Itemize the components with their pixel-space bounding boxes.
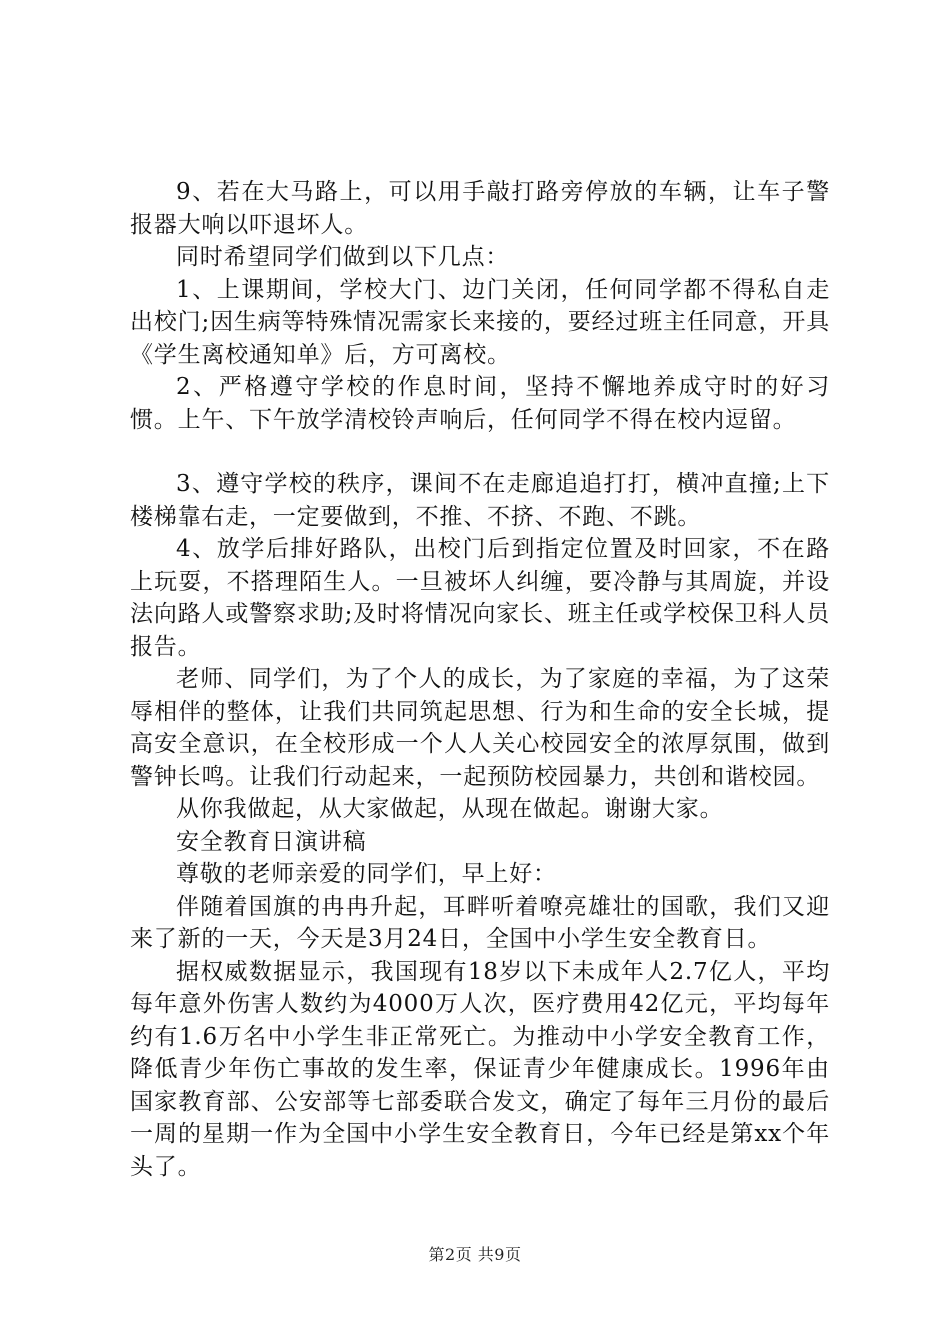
paragraph-spacer: [130, 436, 830, 468]
paragraph-point-1: 1、上课期间，学校大门、边门关闭，任何同学都不得私自走出校门;因生病等特殊情况需家长来接的，要经过班主任同意，开具《学生离校通知单》后，方可离校。: [130, 276, 830, 368]
speech-title: 安全教育日演讲稿: [176, 828, 367, 855]
page-number-footer: 第2页 共9页: [428, 1245, 522, 1264]
paragraph-opening: 伴随着国旗的冉冉升起，耳畔听着嘹亮雄壮的国歌，我们又迎来了新的一天，今天是3月24日，全国中小学生安全教育日。: [130, 893, 830, 952]
document-body: [130, 176, 830, 1183]
paragraph-point-4: 4、放学后排好路队，出校门后到指定位置及时回家，不在路上玩耍，不搭理陌生人。一旦被坏人纠缠，要冷静与其周旋，并设法向路人或警察求助;及时将情况向家长、班主任或学校保卫科人员报告。: [130, 536, 830, 660]
paragraph-point-3: 3、遵守学校的秩序，课间不在走廊追追打打，横冲直撞;上下楼梯靠右走，一定要做到，不推、不挤、不跑、不跳。: [130, 471, 830, 530]
paragraph-statistics: 据权威数据显示，我国现有18岁以下未成年人2.7亿人，平均每年意外伤害人数约为4000万人次，医疗费用42亿元，平均每年约有1.6万名中小学生非正常死亡。为推动中小学安全教育工作，降低青少年伤亡事故的发生率，保证青少年健康成长。1996年由国家教育部、公安部等七部委联合发文，确定了每年三月份的最后一周的星期一作为全国中小学生安全教育日，今年已经是第xx个年头了。: [130, 958, 830, 1180]
paragraph-appeal: 老师、同学们，为了个人的成长，为了家庭的幸福，为了这荣辱相伴的整体，让我们共同筑起思想、行为和生命的安全长城，提高安全意识，在全校形成一个人人关心校园安全的浓厚氛围，做到警钟长鸣。让我们行动起来，一起预防校园暴力，共创和谐校园。: [130, 666, 830, 790]
paragraph-point-2: 2、严格遵守学校的作息时间，坚持不懈地养成守时的好习惯。上午、下午放学清校铃声响后，任何同学不得在校内逗留。: [130, 374, 830, 433]
speech-greeting: 尊敬的老师亲爱的同学们，早上好：: [176, 861, 557, 887]
paragraph-closing: 从你我做起，从大家做起，从现在做起。谢谢大家。: [176, 796, 724, 822]
paragraph-tip-9: 9、若在大马路上，可以用手敲打路旁停放的车辆，让车子警报器大响以吓退坏人。: [130, 179, 830, 238]
paragraph-intro-points: 同时希望同学们做到以下几点：: [176, 244, 510, 270]
